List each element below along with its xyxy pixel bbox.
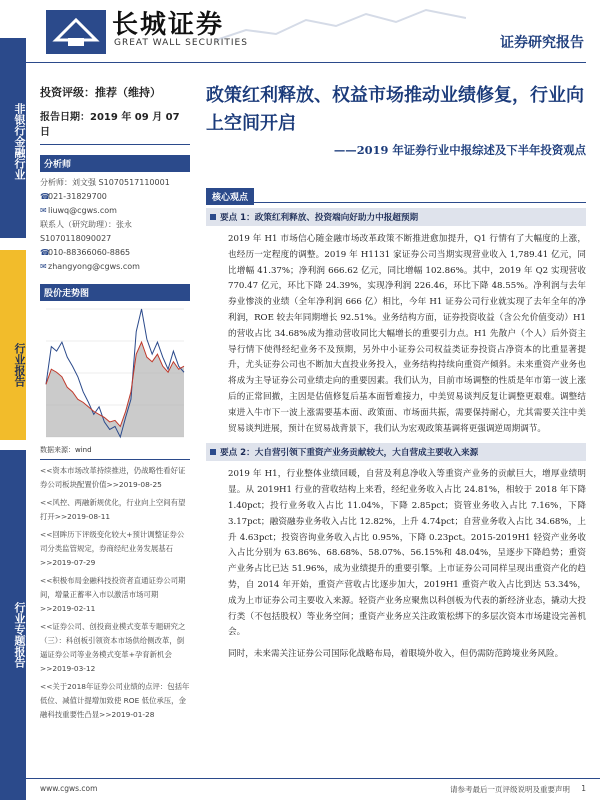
related-report-item[interactable]: <<风控、两融新规优化，行业向上空间有望打开>>2019-08-11: [40, 498, 186, 521]
analyst-info: [40, 176, 190, 274]
report-type-label: 证券研究报告: [500, 35, 584, 51]
point-3-paragraph: 同时，未来需关注证券公司国际化战略布局，着眼境外收入，但仍需防范跨境业务风险。: [228, 649, 564, 660]
related-report-item[interactable]: <<证券公司、创投商业模式变革专题研究之（三）：科创板引领资本市场供给侧改革，倒逼证券公司等业务模式变革+孕育新机会>>2019-03-12: [40, 622, 186, 673]
analyst-section-title: 分析师: [40, 155, 190, 172]
chart-source: 数据来源：wind: [40, 446, 92, 454]
contact-email[interactable]: zhangyong@cgws.com: [48, 262, 140, 271]
phone-icon: ☎: [40, 192, 50, 201]
page-footer: [26, 778, 600, 800]
email-icon: ✉: [40, 206, 47, 215]
analyst-email[interactable]: liuwq@cgws.com: [48, 206, 117, 215]
related-report-item[interactable]: <<回眸历下评级变化较大+预计调整证券公司分类监管规定，券商经纪业务发展基石>>2019-07-29: [40, 530, 185, 567]
stock-price-chart: [40, 303, 190, 443]
contact-phone: 010-88366060-8865: [48, 248, 131, 257]
left-sidebar: [0, 0, 26, 800]
page-header: [26, 0, 600, 78]
square-bullet-icon: [210, 449, 216, 455]
page-number: 1: [581, 784, 586, 793]
logo-text-cn: 长城证券: [112, 10, 225, 40]
investment-rating: 投资评级：推荐（维持）: [40, 86, 161, 99]
sidebar-report-type-label: 行业报告: [0, 250, 26, 440]
analyst-name: 分析师：刘文强 S1070517110001: [40, 178, 170, 187]
main-title-block: [206, 82, 586, 158]
core-view-label: 核心观点: [206, 188, 254, 205]
point-2-paragraph: 2019 年 H1，行业整体业绩回暖，自营及利息净收入等重资产业务的贡献巨大，增厚业绩明显。从 2019H1 行业的营收结构上来看，经纪业务收入占比 24.81%，相较于 2018 年下降 1.40pct；投行业务收入占比 11.04%，下降 2.85pct；资管业务收入占比 7.16%，下降 3.17pct；融资融券业务收入占比 12.82%，上升 4.74pct；自营业务收入占比 34.68%，上升 4.63pct；投资咨询业务收入占比 0.95%，下降 0.23pct。2015-2019H1 轻资产业务收入占比分别为 63.86%、68.68%、58.07%、56.15%和 48.04%，呈逐步下降趋势；重资产业务占比已达 51.96%，成为业绩提升的重要引擎。上市证券公司同样呈现出重资产化的趋势，自 2014 年开始，重资产营收占比逐步加大，2019H1 重资产收入占比到达 53.34%，成为上市证券公司主要收入来源。轻资产业务应聚焦以科创板为代表的新经济业态，撬动大投行类（不包括股权）等业务空间；重资产业务应关注政策松绑下的多层次资本市场建设完善机会。: [228, 469, 586, 638]
footer-url[interactable]: www.cgws.com: [40, 784, 98, 793]
square-bullet-icon: [210, 214, 216, 220]
left-column: [40, 80, 190, 726]
analyst-phone: 021-31829700: [48, 192, 107, 201]
related-report-item[interactable]: <<积极布局金融科技投资者直通证券公司期间，增量正蓄率入市以激活市场可期>>2019-02-11: [40, 576, 186, 613]
stock-price-chart-svg: [40, 303, 190, 443]
report-title: 政策红利释放、权益市场推动业绩修复，行业向上空间开启: [206, 85, 584, 134]
logo-mark-icon: [46, 10, 106, 54]
related-report-item[interactable]: <<资本市场改革持续推进，仍战略性看好证券公司板块配置价值>>2019-08-25: [40, 466, 186, 489]
sidebar-industry-label: 非银行金融行业: [0, 38, 26, 238]
point-1-paragraph: 2019 年 H1 市场信心随金融市场改革政策不断推进愈加提升，Q1 行情有了大幅度的上涨，也经历一定程度的调整。2019 年 H1131 家证券公司当期实现营业收入 1,789.41 亿元，同比增幅 41.37%；净利润 666.62 亿元，同比增幅 102.86%。其中，2019 年 Q2 实现营收 770.47 亿元，环比下降 24.39%，实现净利润 226.46，环比下降 48.55%。净利润与去年券业惨淡的业绩（全年净利润 666 亿）相比，今年 H1 证券公司行业就实现了去年全年的净利润，ROE 较去年同期增长 92.51%。业务结构方面，证券投资收益（含公允价值变动）H1 的营收占比 34.68%成为推动营收同比大幅增长的重要引力点。H1 先散户（个人）后外资主导行情下使得经纪业务不及预期，另外中小证券公司权益类证券投资占净资本的比重显著提升，尤头证券公司也不断加大直投业务投入，业务结构持续向重资产倾斜。未来重资产业务也将成为主导证券公司业绩走向的重要因素。我们认为，目前市场调整的性质是年市第一波上涨后的正常回撤，主因是估值修复后基本面暂难接力，中美贸易谈判反复让调整更艰难。调整结束进入牛市下一波上涨需要基本面、政策面、市场面共振，需要保持耐心，尤其需要关注中美贸易谈判进展，预计在贸易战背景下，我们认为宏观政策基调将更强调逆周期调节。: [228, 234, 586, 434]
phone-icon: ☎: [40, 248, 50, 257]
footer-disclaimer: 请参考最后一页评级说明及重要声明: [450, 785, 570, 794]
point-1-heading: 要点 1：政策红利释放、投资端向好助力中报超预期: [206, 208, 586, 226]
report-subtitle: ——2019 年证券行业中报综述及下半年投资观点: [333, 143, 586, 157]
report-date: 报告日期：2019 年 09 月 07 日: [40, 108, 190, 145]
great-wall-icon: [216, 0, 466, 44]
sidebar-topic-label: 行业专题报告: [0, 450, 26, 800]
chart-section-title: 股价走势图: [40, 284, 190, 301]
header-divider: [26, 62, 586, 63]
related-report-item[interactable]: <<关于2018年证券公司业绩的点评：包括年低位、减值计提增加致使 ROE 低位承压，金融科技重要性凸显>>2019-01-28: [40, 682, 190, 719]
contact-name: 联系人（研究助理）：张永 S1070118090027: [40, 220, 132, 243]
email-icon: ✉: [40, 262, 47, 271]
related-reports: [40, 464, 190, 722]
key-points: [206, 196, 586, 663]
logo-text-en: GREAT WALL SECURITIES: [114, 38, 248, 48]
related-divider: [40, 459, 190, 460]
point-2-heading: 要点 2：大自营引领下重资产业务贡献较大，大自营成主要收入来源: [206, 443, 586, 461]
